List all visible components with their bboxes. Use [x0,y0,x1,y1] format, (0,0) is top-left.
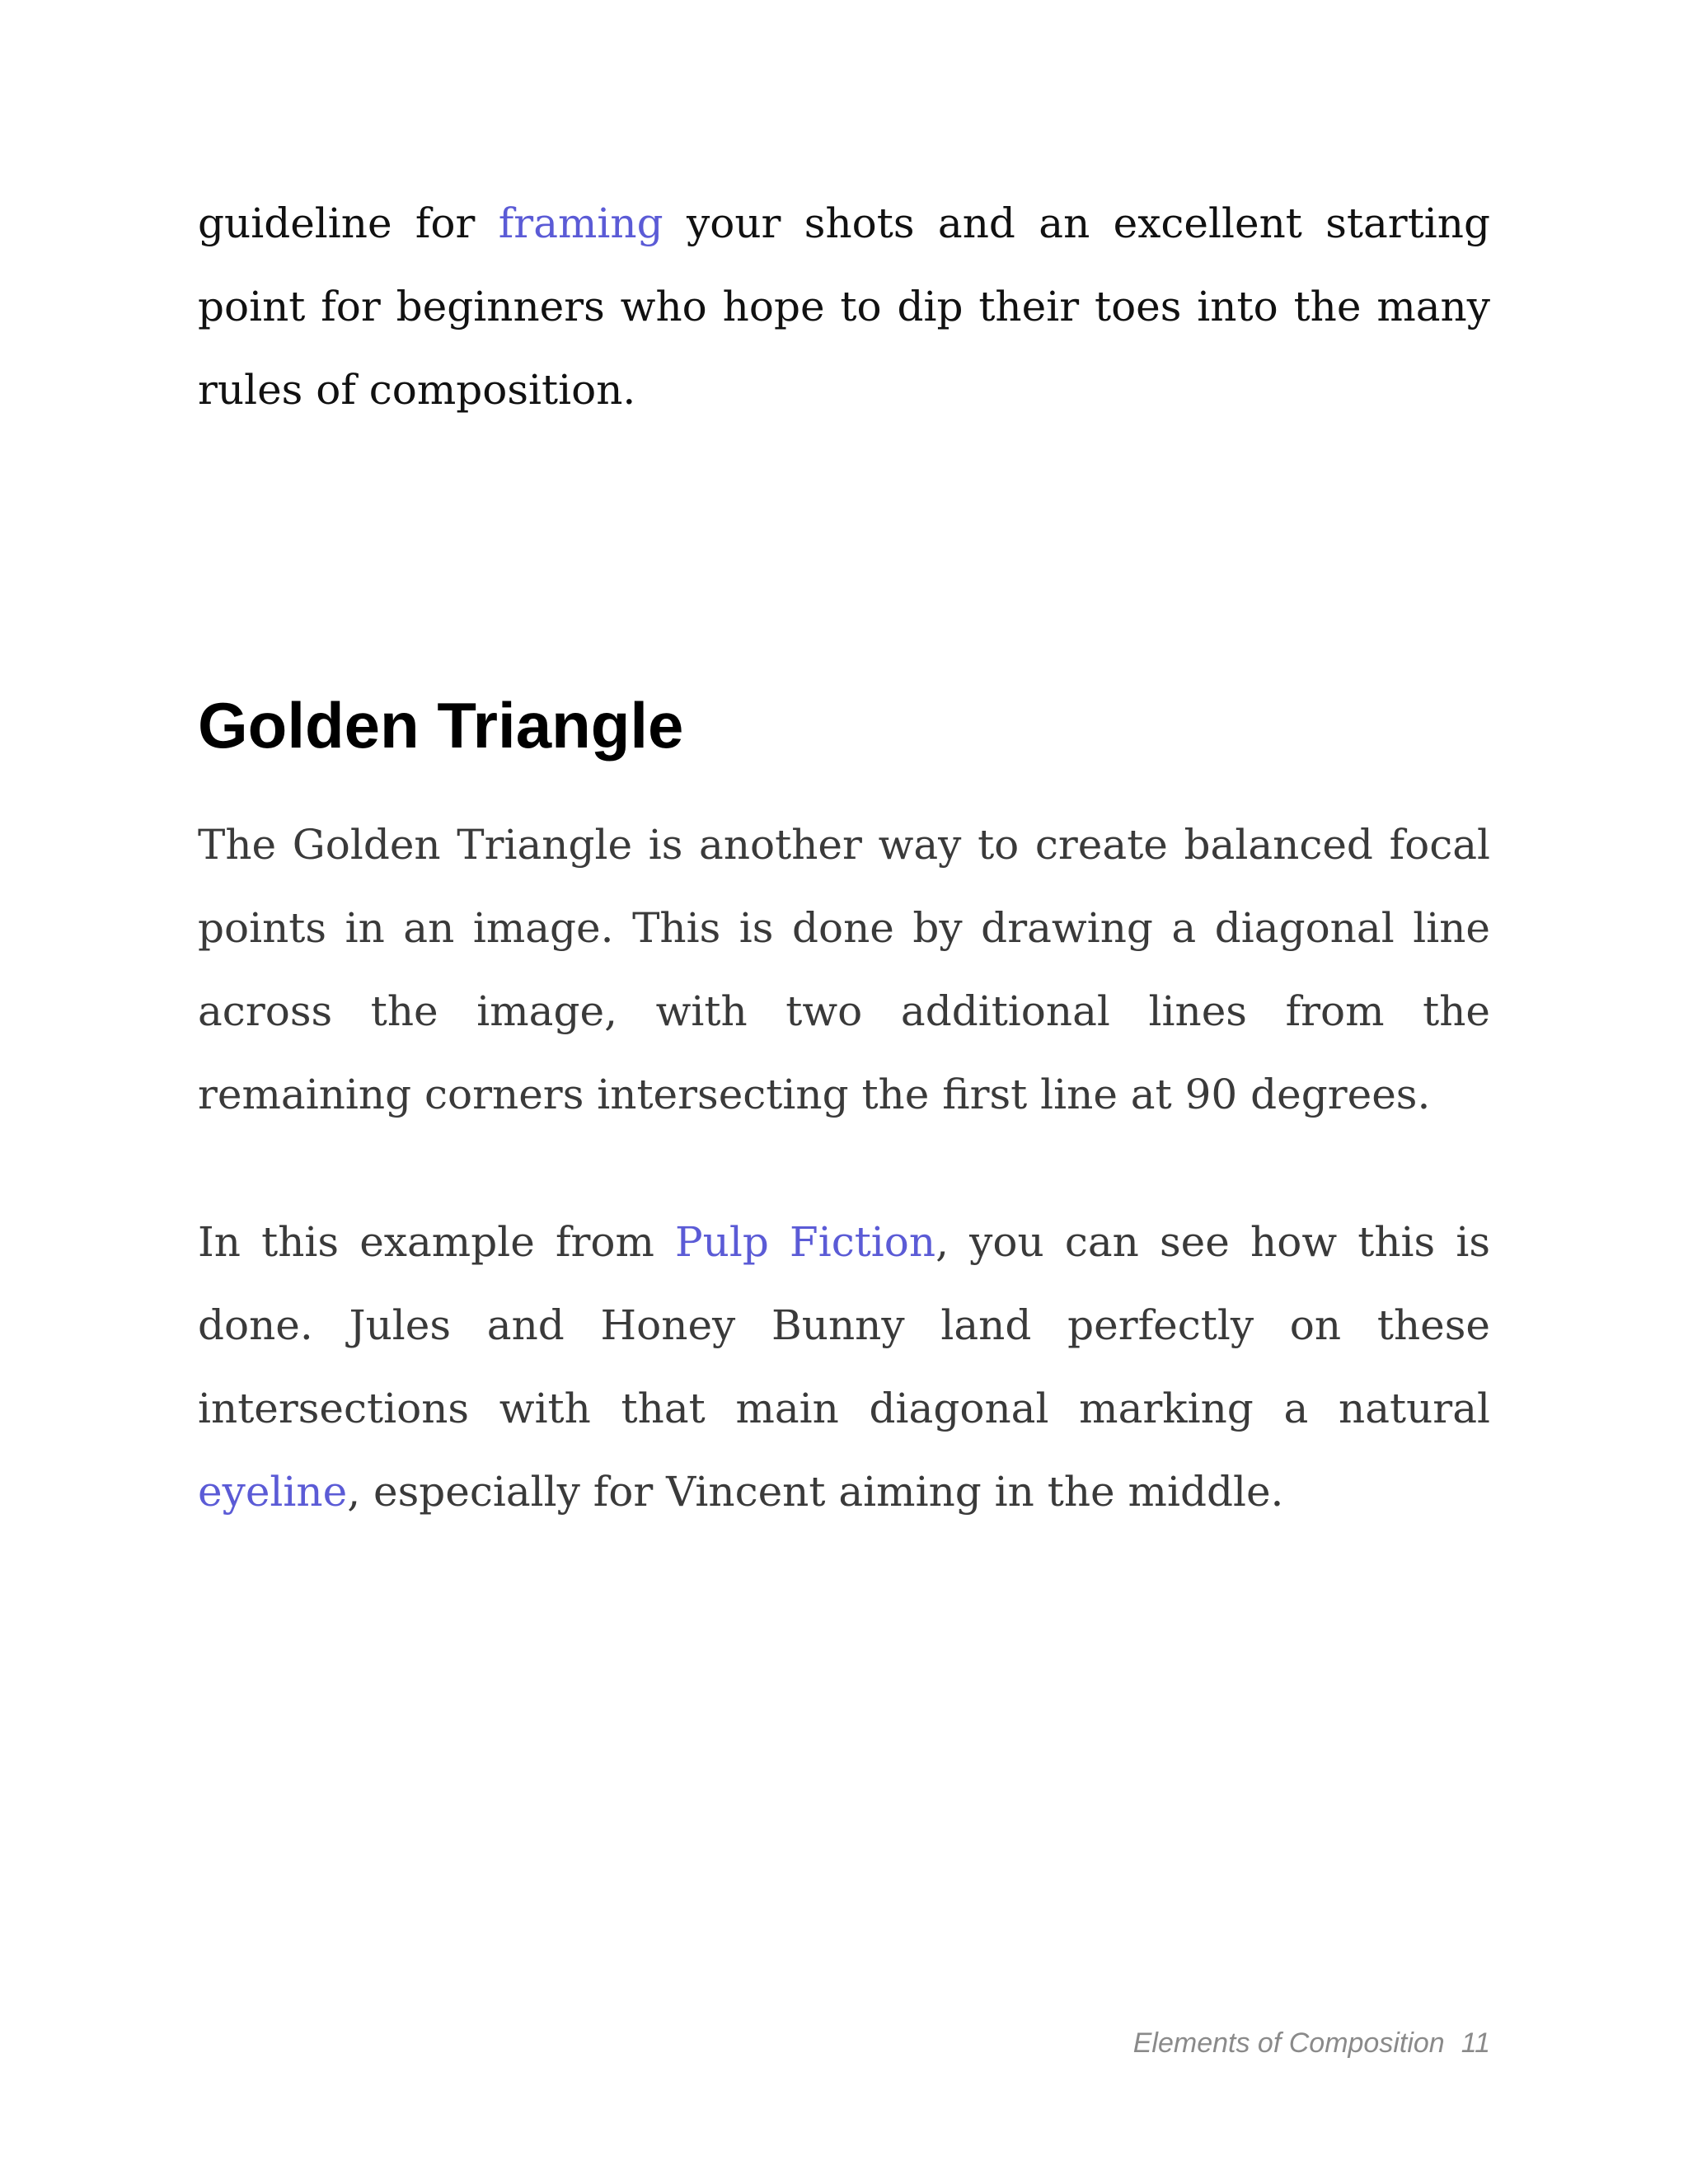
para2-text-middle: , you can see how this is done. Jules and Honey Bunny land perfectly on these intersections with that main diagonal marking a natural [198,1218,1491,1432]
pulp-fiction-link[interactable]: Pulp Fiction [675,1218,936,1266]
intro-text-end: your shots and an excellent starting point for beginners who hope to dip their toes into the many rules of composition. [198,199,1490,414]
pulp-fiction-paragraph [198,1201,1490,1534]
footer-book-title: Elements of Composition [1132,2027,1445,2059]
eyeline-link[interactable]: eyeline [198,1468,348,1516]
intro-paragraph [198,182,1490,432]
para2-text-start: In this example from [198,1218,676,1266]
intro-text-start: guideline for [198,199,499,247]
page-number: 11 [1461,2027,1490,2059]
page-footer [1133,2027,1490,2060]
para2-text-end: , especially for Vincent aiming in the middle. [347,1468,1284,1516]
framing-link[interactable]: framing [498,199,663,247]
section-heading: Golden Triangle [198,689,684,762]
golden-triangle-paragraph: The Golden Triangle is another way to create balanced focal points in an image. This is done by drawing a diagonal line across the image, with two additional lines from the remaining corners intersecting the first line at 90 degrees. [198,821,1490,1118]
